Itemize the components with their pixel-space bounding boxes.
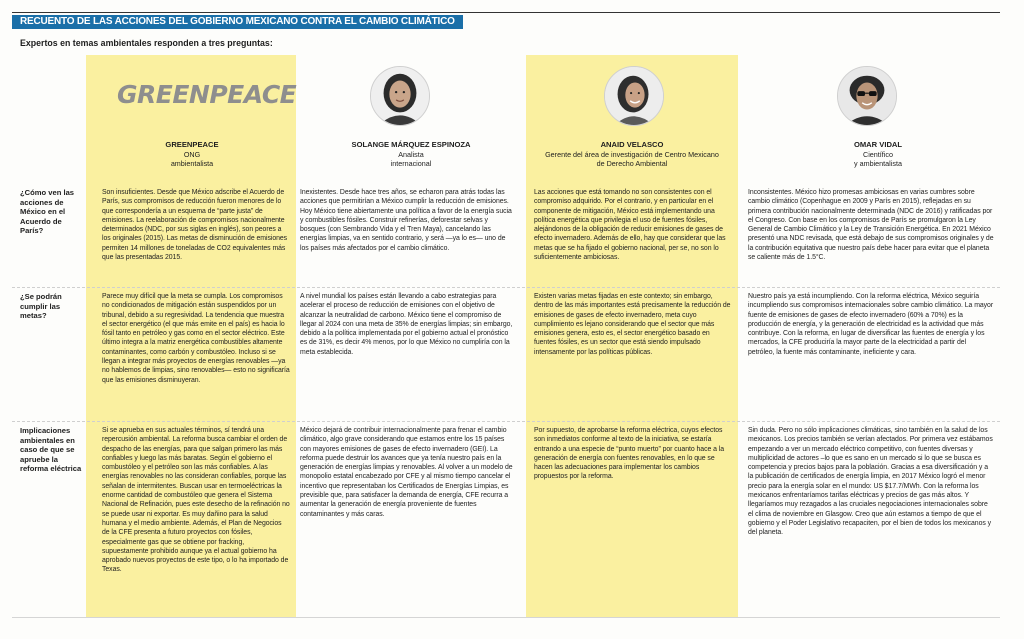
question-paris-agreement: ¿Cómo ven las acciones de México en el Acuerdo de París? [20,188,75,235]
expert-omar [760,140,996,169]
answer-anaid-q3: Por supuesto, de aprobarse la reforma eléctrica, cuyos efectos son inmediatos conforme al texto de la iniciativa, se estaría entrando a una especie de “punto muerto” por cuanto hace a la generación de energía con fuentes renovables, en lo que se hacen las adecuaciones para implementar los cambios propuestos por la reforma. [534,427,725,481]
portrait-solange-icon [371,67,429,125]
expert-name: OMAR VIDAL [853,140,903,149]
avatar-solange [370,66,430,126]
expert-name: ANAID VELASCO [600,140,664,149]
portrait-anaid-icon [605,67,663,125]
expert-role: ONG [183,149,201,159]
expert-name: SOLANGE MÁRQUEZ ESPINOZA [351,140,471,149]
answer-greenpeace-q2: Parece muy difícil que la meta se cumpla. Los compromisos no condicionados de mitigación están suspendidos por un tribunal, debido a su regresividad. La tendencia que muestra el sector energético (el que más emite en el país) es hacia lo fósil tanto en petróleo y gas como en el sector eléctrico. Este último integra a la matriz energética combustibles altamente contaminantes, como carbón y combustóleo. Incluso si se llegan a integrar más proyectos de energías renovables —ya no hablemos de limpias, sino renovables— esto no significaría que las emisiones disminuyeran. [102,293,290,384]
answer-omar-q1: Inconsistentes. México hizo promesas ambiciosas en varias cumbres sobre cambio climático (Copenhague en 2009 y París en 2015), reflejadas en su primera contribución nacionalmente determinada (NDC de 2016) y ratificadas por el Congreso. Con base en los compromisos de París se promulgaron la Ley General de Cambio Climático y la Ley de Transición Energética. En 2021 México presentó una NDC revisada, que está debajo de sus compromisos originales y de la contribución equitativa que nuestro país debe hacer para evitar que el planeta se caliente más de 1.5°C. [748,189,994,262]
expert-role: Gerente del área de investigación de Centro Mexicano [545,149,719,159]
answer-solange-q3: México dejará de contribuir internacionalmente para frenar el cambio climático, algo grave considerando que estamos entre los 15 países con mayores emisiones de gases de efecto invernadero (GEI). La reforma puede destruir los avances que ya tenía nuestro país en la generación de energías limpias y renovables. Al volver a un modelo de monopolio estatal encabezado por CFE y al mismo tiempo cancelar el incentivo que representaban los Certificados de Energías Limpias, es previsible que, para satisfacer la demanda de energía, CFE recurra a aumentar la generación de energía proveniente de fuentes contaminantes y más caras. [300,427,513,518]
expert-greenpeace [88,140,296,169]
row-divider [12,287,1000,288]
avatar-omar [837,66,897,126]
question-electric-reform: Implicaciones ambientales en caso de que se apruebe la reforma eléctrica [20,426,82,473]
expert-role-2: internacional [390,159,432,168]
answer-omar-q2: Nuestro país ya está incumpliendo. Con la reforma eléctrica, México seguiría incumpliendo sus compromisos internacionales sobre cambio climático. La mayor fuente de emisiones de gases de efecto invernadero (60% a 70%) es la producción de energía, y la generación de electricidad es la actividad que más contribuye. Con la reforma, en lugar de diversificar las fuentes de energía y los mercados, la CFE produciría la mayor parte de la electricidad a partir del petróleo, la fuente más contaminante, ineficiente y cara. [748,293,994,356]
expert-role-2: de Derecho Ambiental [596,159,668,168]
expert-anaid [526,140,738,169]
expert-role: Analista [398,149,424,159]
question-meet-goals: ¿Se podrán cumplir las metas? [20,292,62,320]
greenpeace-logo: GREENPEACE [117,80,297,109]
expert-name: GREENPEACE [165,140,219,149]
header-banner [12,12,1000,30]
expert-role-2: y ambientalista [854,159,902,168]
page-subtitle: Expertos en temas ambientales responden a tres preguntas: [20,38,273,48]
answer-solange-q2: A nivel mundial los países están llevando a cabo estrategias para acelerar el proceso de reducción de emisiones con el objetivo de alcanzar la neutralidad de carbono. México tiene el compromiso de llegar al 2024 con una meta de 35% de energías limpias; sin embargo, debido a la política implementada por el gobierno actual el pronóstico es de 31%, es decir 4% menos, por lo que México no cumpliría con la meta establecida. [300,293,513,356]
expert-solange [300,140,522,169]
bottom-rule [12,617,1000,618]
answer-anaid-q2: Existen varias metas fijadas en este contexto; sin embargo, dentro de las más importantes está precisamente la reducción de emisiones de gases de efecto invernadero, meta cuyo cumplimiento es lejano considerando que el sector que más emisiones genera, esto es, el sector energético basado en fuentes fósiles, es un sector que está siendo impulsado intensamente por las políticas públicas. [534,293,731,356]
portrait-omar-icon [838,67,896,125]
avatar-anaid [604,66,664,126]
answer-greenpeace-q3: Si se aprueba en sus actuales términos, sí tendrá una repercusión ambiental. La reforma busca cambiar el orden de despacho de las energías, para que salgan primero las más confiables y luego las más baratas. Según el gobierno el combustóleo y el petróleo son las más confiables. A las energías renovables no las consideran confiables, porque las señalan de intermitentes. Buscan usar en termoeléctricas la enorme cantidad de combustóleo que genera el Sistema Nacional de Refinación, pues este desecho de la refinación no se puede usar ni exportar. Es muy dañino para la salud humana y el medio ambiente. Además, el Plan de Negocios de la CFE presenta a futuro proyectos con fósiles, especialmente gas que se obtiene por fracking, supuestamente prohibido aunque ya el actual gobierno ha aprobado nuevos proyectos de este tipo, o lo ha importado de Texas. [102,427,290,574]
expert-role-2: ambientalista [170,159,214,168]
answer-anaid-q1: Las acciones que está tomando no son consistentes con el compromiso adquirido. Por el contrario, y en particular en el componente de mitigación, México está implementando una política energética que privilegia el uso de fuentes fósiles, alejándonos de la obligación de reducir emisiones de gases de efecto invernadero. Además de ello, hay que considerar que las metas que se ha fijado el gobierno nacional, per se, no son lo suficientemente ambiciosas. [534,189,726,262]
answer-solange-q1: Inexistentes. Desde hace tres años, se echaron para atrás todas las acciones que permitirían a México cumplir la reducción de emisiones. Hoy México tiene abiertamente una política a favor de la energía sucia y combustibles fósiles. Construir refinerías, deforestar selvas y bosques (con Sembrando Vida y el Tren Maya), cancelando las energías limpias, va en sentido contrario, y será —ya lo es— uno de los países más afectados por el cambio climático. [300,189,512,252]
page-title: RECUENTO DE LAS ACCIONES DEL GOBIERNO MEXICANO CONTRA EL CAMBIO CLIMÁTICO [12,15,463,29]
answer-omar-q3: Sin duda. Pero no sólo implicaciones climáticas, sino también en la salud de los mexicanos. Los precios también se verían afectados. Por primera vez estábamos empezando a ver un mercado eléctrico competitivo, con fuentes diversas y multiplicidad de actores –lo que es sano en un mercado si lo que se busca es competencia y precios bajos para la población. Gracias a esa diversificación y a la publicación de certificados de energía limpia, en 2017 México logró el menor precio para la energía solar en el mundo: US $17.7/MWh. Con la reforma los mexicanos enfrentaríamos tarifas eléctricas y precios de gas más altos. Y llegaríamos muy rezagados a las cruciales negociaciones internacionales sobre el clima de noviembre en Glasgow. Creo que aún estamos a tiempo de que el gobierno y el Poder Legislativo recapaciten, por el bien de todos los mexicanos y del planeta. [748,427,993,537]
row-divider [12,421,1000,422]
answer-greenpeace-q1: Son insuficientes. Desde que México adscribe el Acuerdo de París, sus compromisos de reducción fueron menores de lo que correspondería a un esquema de “parte justa” de emisiones. La reelaboración de compromisos nacionalmente determinados (NDC, por sus siglas en inglés), son peores a los originales (2015). Las metas de disminución de emisiones permiten 14 millones de toneladas de CO2 equivalentes más que las presentadas 2015. [102,189,288,262]
expert-role: Científico [863,149,893,159]
